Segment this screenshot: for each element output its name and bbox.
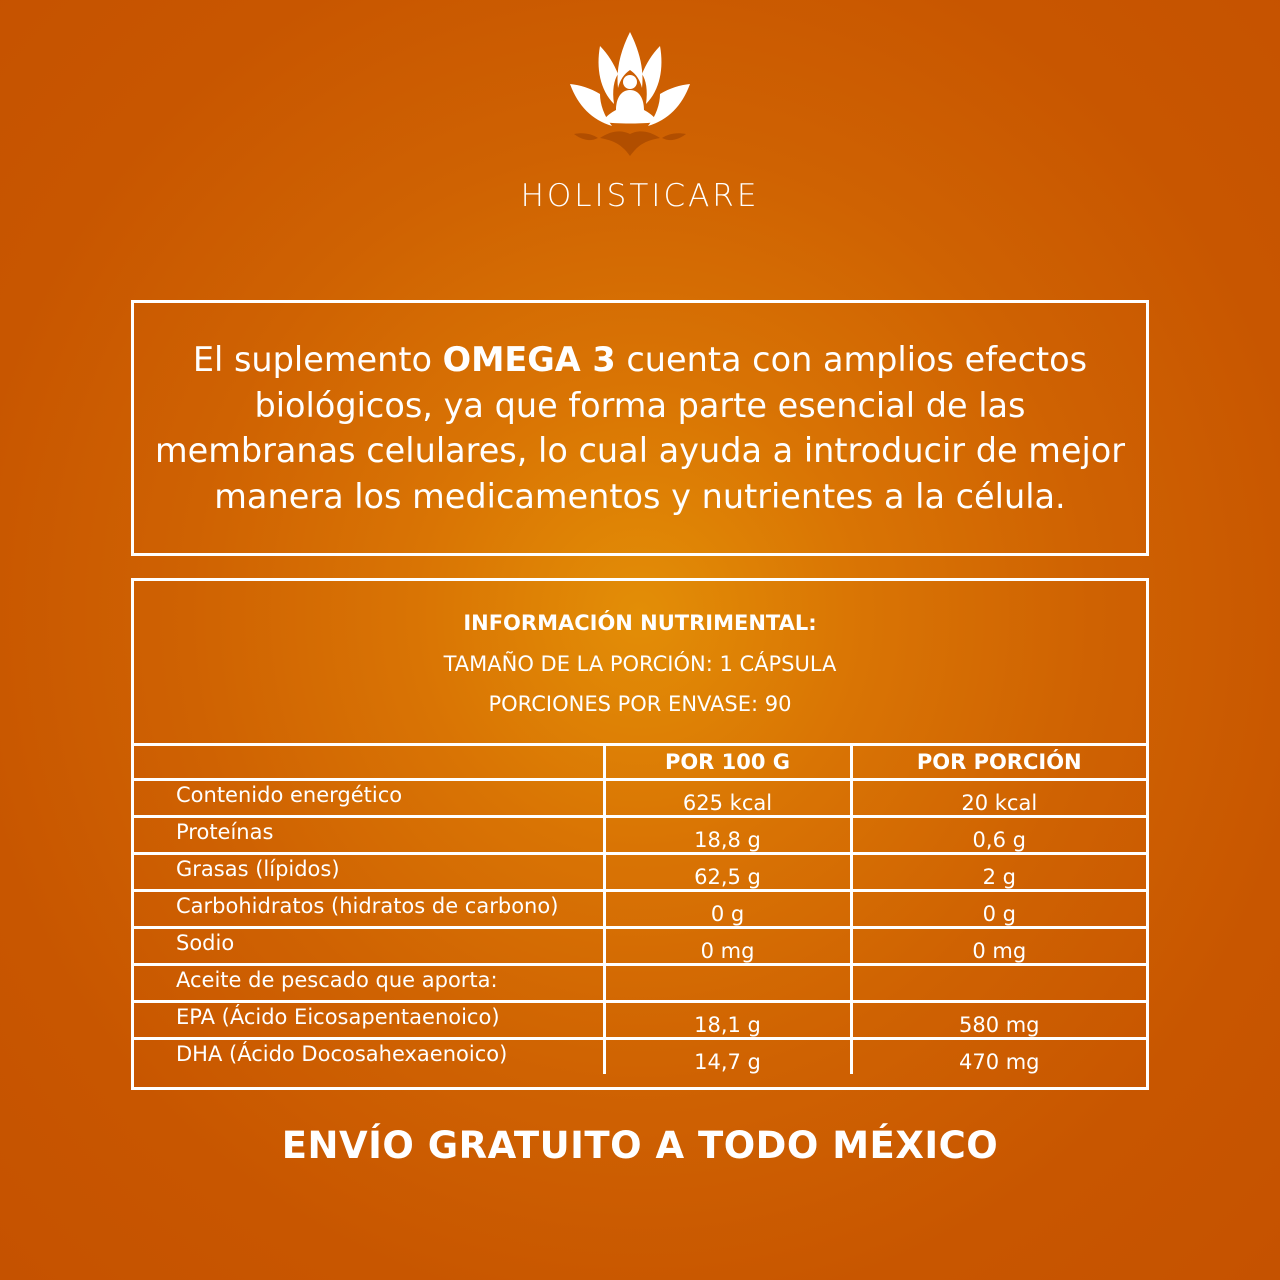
row-per-serving: 0 g bbox=[851, 891, 1146, 928]
brand-name: HOLISTICARE bbox=[520, 178, 760, 214]
row-label: Contenido energético bbox=[134, 780, 604, 817]
row-per-serving: 580 mg bbox=[851, 1002, 1146, 1039]
row-per100: 62,5 g bbox=[604, 854, 851, 891]
row-per-serving: 0,6 g bbox=[851, 817, 1146, 854]
nutrition-table-box bbox=[131, 578, 1149, 1090]
table-row bbox=[134, 891, 1146, 928]
row-label: Aceite de pescado que aporta: bbox=[134, 965, 604, 1002]
servings-per-container: PORCIONES POR ENVASE: 90 bbox=[488, 692, 792, 716]
lotus-meditation-icon bbox=[560, 30, 700, 170]
intro-highlight: OMEGA 3 bbox=[442, 340, 616, 379]
nutrition-table bbox=[134, 743, 1146, 1074]
row-per100: 625 kcal bbox=[604, 780, 851, 817]
column-header-per100: POR 100 G bbox=[604, 745, 851, 780]
row-per100: 18,8 g bbox=[604, 817, 851, 854]
row-per100: 18,1 g bbox=[604, 1002, 851, 1039]
row-per-serving: 470 mg bbox=[851, 1039, 1146, 1075]
row-label: Carbohidratos (hidratos de carbono) bbox=[134, 891, 604, 928]
intro-box bbox=[131, 300, 1149, 556]
row-per-serving bbox=[851, 965, 1146, 1002]
row-per-serving: 0 mg bbox=[851, 928, 1146, 965]
table-row bbox=[134, 854, 1146, 891]
nutrition-title: INFORMACIÓN NUTRIMENTAL: bbox=[463, 611, 817, 635]
table-row bbox=[134, 965, 1146, 1002]
row-per-serving: 2 g bbox=[851, 854, 1146, 891]
table-row bbox=[134, 780, 1146, 817]
table-row bbox=[134, 1002, 1146, 1039]
row-per100: 14,7 g bbox=[604, 1039, 851, 1075]
intro-paragraph bbox=[150, 337, 1130, 519]
table-row bbox=[134, 928, 1146, 965]
table-header-row bbox=[134, 745, 1146, 780]
free-shipping-banner: ENVÍO GRATUITO A TODO MÉXICO bbox=[281, 1124, 999, 1167]
table-row bbox=[134, 817, 1146, 854]
serving-size: TAMAÑO DE LA PORCIÓN: 1 CÁPSULA bbox=[443, 652, 837, 676]
row-label: Proteínas bbox=[134, 817, 604, 854]
row-label: DHA (Ácido Docosahexaenoico) bbox=[134, 1039, 604, 1075]
intro-text-after: cuenta con amplios efectos biológicos, ya que forma parte esencial de las membranas celulares, lo cual ayuda a introducir de mejor manera los medicamentos y nutrientes a la célula. bbox=[154, 340, 1126, 516]
table-row bbox=[134, 1039, 1146, 1075]
intro-text-before: El suplemento bbox=[192, 340, 443, 379]
column-header-label bbox=[134, 745, 604, 780]
row-per100 bbox=[604, 965, 851, 1002]
row-per100: 0 g bbox=[604, 891, 851, 928]
column-header-per-serving: POR PORCIÓN bbox=[851, 745, 1146, 780]
row-per100: 0 mg bbox=[604, 928, 851, 965]
row-per-serving: 20 kcal bbox=[851, 780, 1146, 817]
row-label: EPA (Ácido Eicosapentaenoico) bbox=[134, 1002, 604, 1039]
row-label: Grasas (lípidos) bbox=[134, 854, 604, 891]
nutrition-header bbox=[134, 581, 1146, 743]
row-label: Sodio bbox=[134, 928, 604, 965]
